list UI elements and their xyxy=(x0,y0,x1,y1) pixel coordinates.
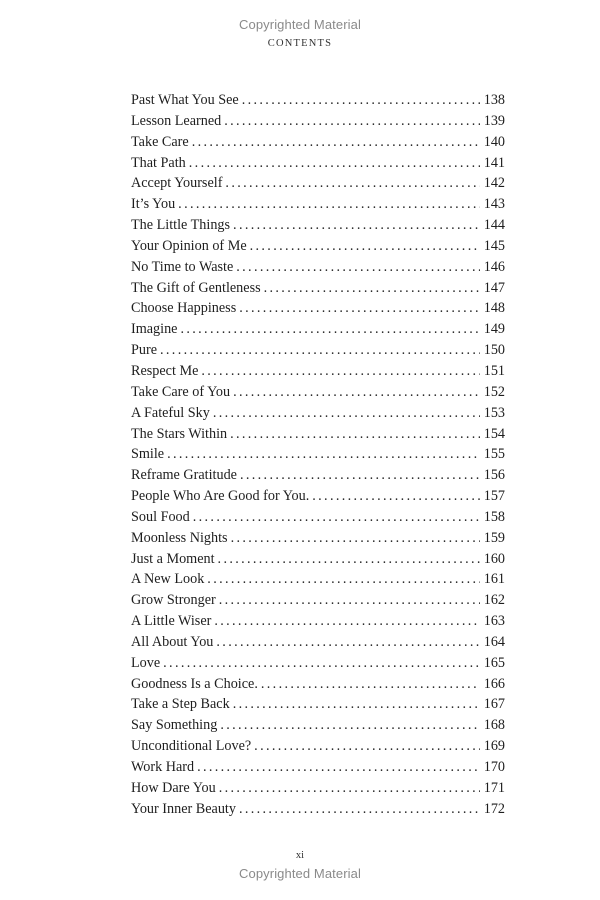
toc-entry-title: Grow Stronger xyxy=(131,592,216,609)
dot-leader xyxy=(236,257,479,278)
dot-leader xyxy=(312,486,479,507)
toc-entry xyxy=(131,278,505,299)
toc-entry-title: Imagine xyxy=(131,321,178,338)
toc-entry xyxy=(131,694,505,715)
toc-entry-page: 170 xyxy=(483,759,505,775)
toc-entry xyxy=(131,674,505,695)
table-of-contents xyxy=(131,90,505,820)
toc-entry xyxy=(131,361,505,382)
dot-leader xyxy=(233,215,480,236)
toc-entry xyxy=(131,590,505,611)
toc-entry-title: Choose Happiness xyxy=(131,300,237,317)
watermark-top: Copyrighted Material xyxy=(239,17,361,32)
dot-leader xyxy=(163,653,480,674)
running-head: CONTENTS xyxy=(267,38,333,49)
toc-entry xyxy=(131,111,505,132)
dot-leader xyxy=(240,465,480,486)
dot-leader xyxy=(219,590,480,611)
toc-entry xyxy=(131,757,505,778)
toc-entry-page: 161 xyxy=(483,571,505,588)
toc-entry-page: 138 xyxy=(483,92,505,108)
dot-leader xyxy=(160,340,480,361)
toc-entry-title: Past What You See xyxy=(131,92,239,108)
page-number: xi xyxy=(295,850,305,861)
toc-entry xyxy=(131,132,505,153)
toc-entry-title: A New Look xyxy=(131,571,205,588)
dot-leader xyxy=(201,361,479,382)
toc-entry xyxy=(131,715,505,736)
toc-entry xyxy=(131,507,505,528)
toc-entry xyxy=(131,236,505,257)
toc-entry-title: Smile xyxy=(131,446,165,463)
toc-entry-page: 146 xyxy=(483,258,505,275)
toc-entry xyxy=(131,194,505,215)
toc-entry-title: No Time to Waste xyxy=(131,258,234,275)
toc-entry-title: People Who Are Good for You. xyxy=(131,488,310,505)
toc-entry xyxy=(131,319,505,340)
toc-entry-title: A Fateful Sky xyxy=(131,404,210,421)
toc-entry xyxy=(131,569,505,590)
toc-entry-title: Respect Me xyxy=(131,362,199,379)
toc-entry-page: 150 xyxy=(483,342,505,359)
toc-entry-page: 160 xyxy=(483,550,505,567)
dot-leader xyxy=(224,111,480,132)
toc-entry-title: Moonless Nights xyxy=(131,529,228,546)
toc-entry-page: 155 xyxy=(483,446,505,463)
toc-entry-page: 158 xyxy=(483,508,505,525)
toc-entry-page: 165 xyxy=(483,654,505,671)
watermark-bottom: Copyrighted Material xyxy=(239,866,361,881)
dot-leader xyxy=(207,569,479,590)
toc-entry-title: Accept Yourself xyxy=(131,175,223,192)
toc-entry-page: 153 xyxy=(483,404,505,421)
toc-entry xyxy=(131,611,505,632)
dot-leader xyxy=(231,528,480,549)
dot-leader xyxy=(197,757,480,778)
dot-leader xyxy=(233,382,480,403)
toc-entry xyxy=(131,528,505,549)
dot-leader xyxy=(216,632,479,653)
toc-entry-title: The Little Things xyxy=(131,217,231,234)
toc-entry-page: 142 xyxy=(483,175,505,192)
toc-entry xyxy=(131,486,505,507)
dot-leader xyxy=(261,674,480,695)
dot-leader xyxy=(220,715,479,736)
toc-entry-page: 148 xyxy=(483,300,505,317)
dot-leader xyxy=(254,736,480,757)
toc-entry xyxy=(131,653,505,674)
toc-entry xyxy=(131,340,505,361)
toc-entry xyxy=(131,799,505,820)
dot-leader xyxy=(180,319,479,340)
dot-leader xyxy=(225,173,479,194)
toc-entry-page: 140 xyxy=(483,133,505,150)
dot-leader xyxy=(239,799,480,820)
dot-leader xyxy=(218,549,480,570)
toc-entry-page: 171 xyxy=(483,779,505,796)
toc-entry xyxy=(131,465,505,486)
toc-entry-page: 159 xyxy=(483,529,505,546)
toc-entry xyxy=(131,403,505,424)
toc-entry-title: It’s You xyxy=(131,196,176,213)
dot-leader xyxy=(167,444,480,465)
toc-entry-page: 154 xyxy=(483,425,505,442)
toc-entry-title: Take Care of You xyxy=(131,383,231,400)
toc-entry xyxy=(131,153,505,174)
toc-entry-title: All About You xyxy=(131,633,214,650)
toc-entry-page: 149 xyxy=(483,321,505,338)
toc-entry xyxy=(131,382,505,403)
toc-entry-title: Lesson Learned xyxy=(131,112,222,129)
toc-entry xyxy=(131,778,505,799)
toc-entry-title: Soul Food xyxy=(131,508,190,525)
toc-entry-title: Take a Step Back xyxy=(131,696,230,713)
dot-leader xyxy=(213,403,480,424)
toc-entry xyxy=(131,257,505,278)
toc-entry-page: 168 xyxy=(483,717,505,734)
toc-entry-title: Goodness Is a Choice. xyxy=(131,675,258,692)
toc-entry-page: 147 xyxy=(483,279,505,296)
dot-leader xyxy=(192,132,480,153)
dot-leader xyxy=(178,194,480,215)
toc-entry-page: 166 xyxy=(483,675,505,692)
toc-entry-title: Just a Moment xyxy=(131,550,215,567)
toc-entry-page: 141 xyxy=(483,154,505,171)
toc-entry-title: How Dare You xyxy=(131,779,216,796)
toc-entry xyxy=(131,549,505,570)
toc-entry-page: 157 xyxy=(483,488,505,505)
toc-entry-title: The Stars Within xyxy=(131,425,228,442)
toc-entry-page: 172 xyxy=(483,800,505,817)
toc-entry-title: The Gift of Gentleness xyxy=(131,279,261,296)
dot-leader xyxy=(193,507,480,528)
toc-entry-title: Reframe Gratitude xyxy=(131,467,237,484)
toc-entry xyxy=(131,215,505,236)
toc-entry xyxy=(131,424,505,445)
toc-entry xyxy=(131,736,505,757)
dot-leader xyxy=(219,778,480,799)
toc-entry-title: A Little Wiser xyxy=(131,613,212,630)
toc-entry-title: Unconditional Love? xyxy=(131,738,252,755)
toc-entry-title: Your Opinion of Me xyxy=(131,237,247,254)
dot-leader xyxy=(264,278,480,299)
toc-entry-page: 145 xyxy=(483,237,505,254)
toc-entry-page: 151 xyxy=(483,362,505,379)
toc-entry-title: Your Inner Beauty xyxy=(131,800,236,817)
toc-entry-page: 162 xyxy=(483,592,505,609)
toc-entry-page: 163 xyxy=(483,613,505,630)
toc-entry-page: 152 xyxy=(483,383,505,400)
dot-leader xyxy=(233,694,480,715)
toc-entry-title: Love xyxy=(131,654,161,671)
toc-entry-title: Say Something xyxy=(131,717,218,734)
toc-entry-page: 156 xyxy=(483,467,505,484)
toc-entry xyxy=(131,298,505,319)
toc-entry-page: 143 xyxy=(483,196,505,213)
dot-leader xyxy=(189,153,480,174)
dot-leader xyxy=(242,90,480,111)
dot-leader xyxy=(250,236,480,257)
dot-leader xyxy=(214,611,479,632)
toc-entry xyxy=(131,632,505,653)
toc-entry-page: 169 xyxy=(483,738,505,755)
toc-entry-title: Pure xyxy=(131,342,158,359)
toc-entry xyxy=(131,444,505,465)
toc-entry-page: 144 xyxy=(483,217,505,234)
dot-leader xyxy=(230,424,480,445)
toc-entry-page: 164 xyxy=(483,633,505,650)
toc-entry-title: That Path xyxy=(131,154,186,171)
toc-entry xyxy=(131,90,505,111)
toc-entry-title: Take Care xyxy=(131,133,189,150)
dot-leader xyxy=(239,298,480,319)
toc-entry-page: 139 xyxy=(483,112,505,129)
toc-entry xyxy=(131,173,505,194)
toc-entry-title: Work Hard xyxy=(131,759,195,775)
toc-entry-page: 167 xyxy=(483,696,505,713)
